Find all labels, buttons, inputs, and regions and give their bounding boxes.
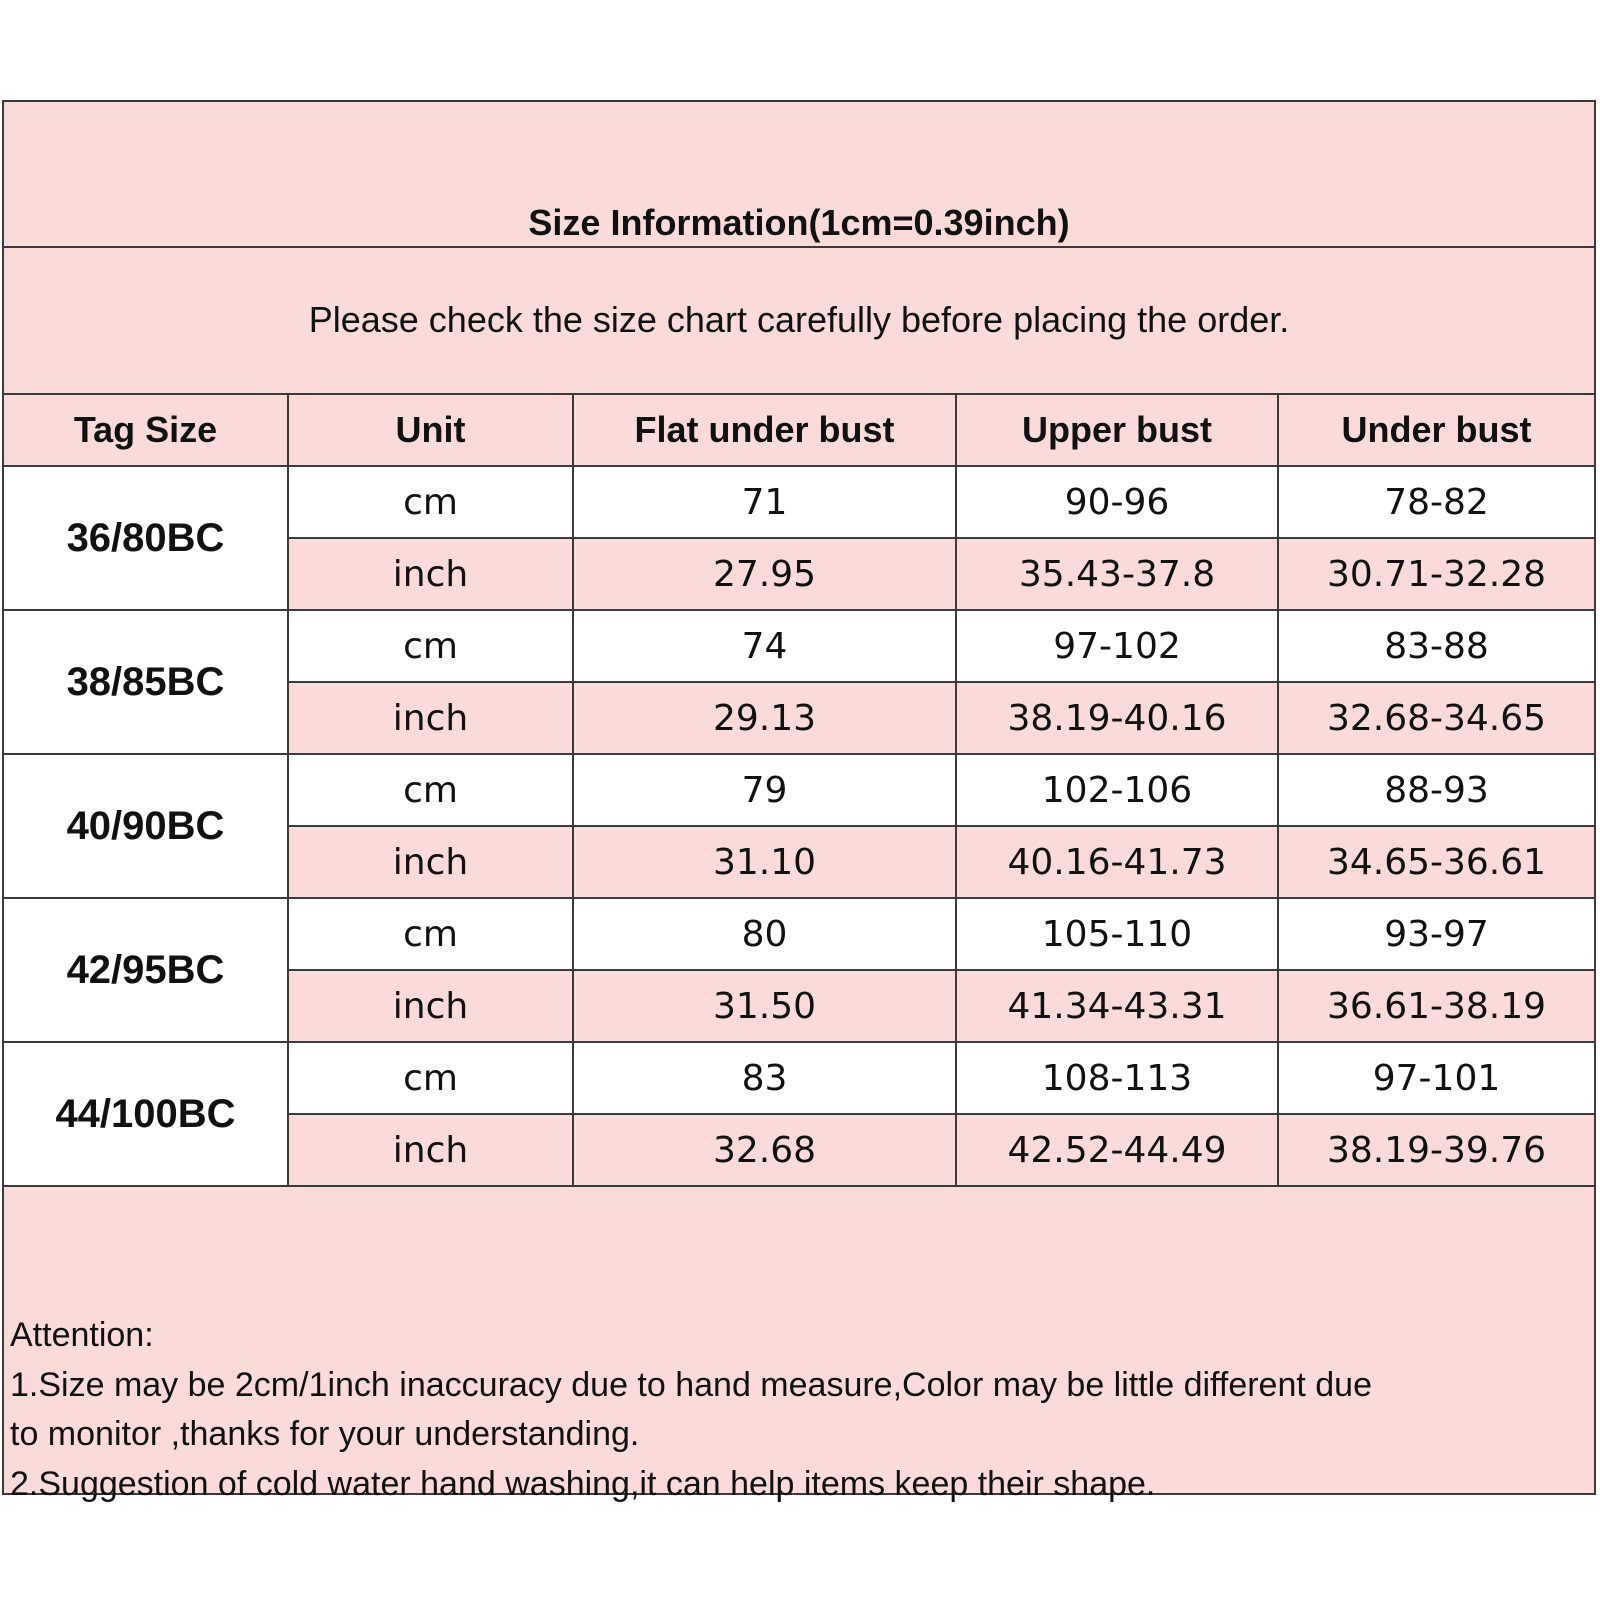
flat-under-bust-cell: 79 [573,754,956,826]
tag-size-cell: 44/100BC [4,1042,288,1186]
tag-size-cell: 36/80BC [4,466,288,610]
size-chart-sheet [2,100,1596,1503]
unit-cell: inch [288,970,573,1042]
unit-cell: cm [288,1042,573,1114]
header-tag-size: Tag Size [4,395,288,466]
flat-under-bust-cell: 31.50 [573,970,956,1042]
under-bust-cell: 83-88 [1278,610,1594,682]
under-bust-cell: 78-82 [1278,466,1594,538]
upper-bust-cell: 102-106 [956,754,1278,826]
unit-cell: inch [288,826,573,898]
notice-band [4,248,1594,395]
flat-under-bust-cell: 32.68 [573,1114,956,1186]
header-flat-under-bust: Flat under bust [573,395,956,466]
flat-under-bust-cell: 83 [573,1042,956,1114]
upper-bust-cell: 41.34-43.31 [956,970,1278,1042]
upper-bust-cell: 40.16-41.73 [956,826,1278,898]
attention-heading: Attention: [10,1316,154,1354]
table-row [4,754,1594,826]
upper-bust-cell: 108-113 [956,1042,1278,1114]
tag-size-cell: 40/90BC [4,754,288,898]
attention-notes [10,1311,1580,1509]
under-bust-cell: 38.19-39.76 [1278,1114,1594,1186]
table-row [4,898,1594,970]
size-table [4,395,1594,1187]
table-row [4,466,1594,538]
flat-under-bust-cell: 31.10 [573,826,956,898]
upper-bust-cell: 42.52-44.49 [956,1114,1278,1186]
header-upper-bust: Upper bust [956,395,1278,466]
unit-cell: cm [288,898,573,970]
attention-line: 1.Size may be 2cm/1inch inaccuracy due to hand measure,Color may be little different due [10,1365,1372,1404]
tag-size-cell: 42/95BC [4,898,288,1042]
unit-cell: cm [288,610,573,682]
under-bust-cell: 34.65-36.61 [1278,826,1594,898]
under-bust-cell: 32.68-34.65 [1278,682,1594,754]
chart-title: Size Information(1cm=0.39inch) [528,202,1070,243]
tag-size-cell: 38/85BC [4,610,288,754]
unit-cell: inch [288,1114,573,1186]
upper-bust-cell: 105-110 [956,898,1278,970]
attention-line: to monitor ,thanks for your understanding. [10,1415,640,1453]
table-row [4,1042,1594,1114]
flat-under-bust-cell: 27.95 [573,538,956,610]
table-row [4,610,1594,682]
title-band [4,102,1594,248]
upper-bust-cell: 35.43-37.8 [956,538,1278,610]
under-bust-cell: 36.61-38.19 [1278,970,1594,1042]
flat-under-bust-cell: 29.13 [573,682,956,754]
header-under-bust: Under bust [1278,395,1594,466]
under-bust-cell: 93-97 [1278,898,1594,970]
header-row [4,395,1594,466]
unit-cell: inch [288,682,573,754]
notice-text: Please check the size chart carefully before placing the order. [308,299,1290,340]
upper-bust-cell: 90-96 [956,466,1278,538]
under-bust-cell: 97-101 [1278,1042,1594,1114]
flat-under-bust-cell: 80 [573,898,956,970]
flat-under-bust-cell: 71 [573,466,956,538]
flat-under-bust-cell: 74 [573,610,956,682]
under-bust-cell: 88-93 [1278,754,1594,826]
upper-bust-cell: 97-102 [956,610,1278,682]
header-unit: Unit [288,395,573,466]
under-bust-cell: 30.71-32.28 [1278,538,1594,610]
attention-line: 2.Suggestion of cold water hand washing,it can help items keep their shape. [10,1464,1156,1503]
upper-bust-cell: 38.19-40.16 [956,682,1278,754]
unit-cell: cm [288,466,573,538]
unit-cell: inch [288,538,573,610]
unit-cell: cm [288,754,573,826]
